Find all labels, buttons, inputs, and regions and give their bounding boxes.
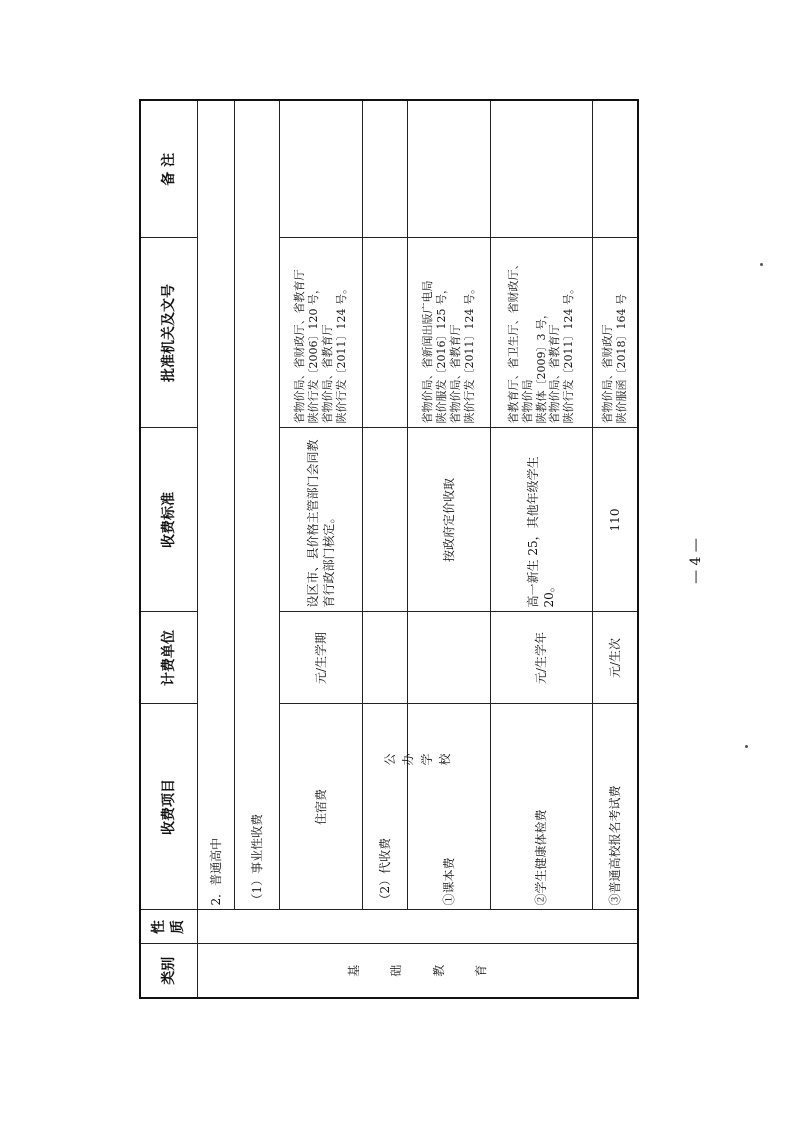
row-item: ①课本费 [407,704,490,910]
header-note: 备 注 [140,100,198,238]
row-unit [407,612,490,704]
header-nature: 性质 [140,910,198,944]
row-note [280,100,363,238]
scan-speck [760,263,763,266]
row-item: ②学生健康体检费 [490,704,592,910]
scan-speck [745,745,748,748]
row-item: ③普通高校报名考试费 [592,704,638,910]
empty-cell [362,428,407,612]
empty-cell [362,238,407,428]
row-approval: 省物价局、省财政厅 陕价服函〔2018〕164 号 [592,238,638,428]
row-standard: 设区市、县价格主管部门会同教育行政部门核定。 [280,428,363,612]
row-unit: 元/生次 [592,612,638,704]
section-high-school: 2．普通高中 [198,100,235,910]
table-row [490,100,592,998]
fee-table-rotated [139,99,639,999]
table-row [280,100,363,998]
row-standard: 高一新生 25，其他年级学生 20。 [490,428,592,612]
row-standard: 110 [592,428,638,612]
category-vertical-text: 基 础 教 育 [347,964,488,977]
row-standard: 按政府定价收取 [407,428,490,612]
row-approval: 省物价局、省新闻出版广电局 陕价服发〔2016〕125 号， 省物价局、省教育厅 陕价行发〔2011〕124 号。 [407,238,490,428]
table-row [407,100,490,998]
section-collected-fees: （2）代收费 [362,704,407,910]
section-row-admin-fees [235,100,280,998]
table-row [592,100,638,998]
row-unit: 元/生学年 [490,612,592,704]
header-unit: 计费单位 [140,612,198,704]
row-approval: 省教育厅、省卫生厅、省财政厅、 省物价局 陕教体〔2009〕3 号， 省物价局、省教育厅 陕价行发〔2011〕124 号。 [490,238,592,428]
row-note [490,100,592,238]
header-item: 收费项目 [140,704,198,910]
fee-table [139,99,639,999]
header-standard: 收费标准 [140,428,198,612]
empty-cell [362,612,407,704]
section-admin-fees: （1）事业性收费 [235,100,280,910]
header-category: 类别 [140,944,198,998]
row-note [592,100,638,238]
header-row [140,100,198,998]
empty-cell [362,100,407,238]
page-number: — 4 — [688,538,704,584]
row-item: 住宿费 [280,704,363,910]
nature-vertical-text: 公 办 学 校 [383,753,452,766]
category-cell [198,944,639,998]
section-row-collected-fees [362,100,407,998]
row-approval: 省物价局、省财政厅、省教育厅 陕价行发〔2006〕120 号， 省物价局、省教育厅 陕价行发〔2011〕124 号。 [280,238,363,428]
section-row-high-school [198,100,235,998]
row-note [407,100,490,238]
header-approval: 批准机关及文号 [140,238,198,428]
row-unit: 元/生学期 [280,612,363,704]
